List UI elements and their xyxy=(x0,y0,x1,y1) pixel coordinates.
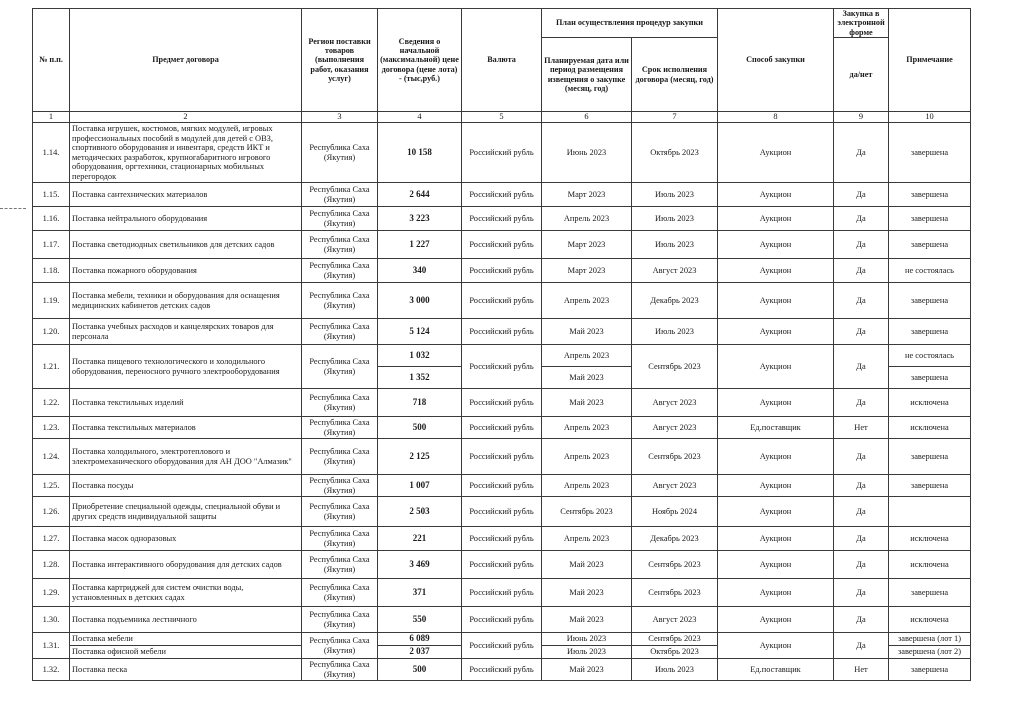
row-region: Республика Саха (Якутия) xyxy=(302,345,378,389)
header-currency: Валюта xyxy=(462,9,542,112)
row-term: Сентябрь 2023 xyxy=(632,633,718,646)
row-price: 718 xyxy=(378,389,462,417)
row-price: 2 644 xyxy=(378,183,462,207)
table-row xyxy=(33,633,971,646)
row-term: Июль 2023 xyxy=(632,319,718,345)
row-region: Республика Саха (Якутия) xyxy=(302,527,378,551)
row-region: Республика Саха (Якутия) xyxy=(302,183,378,207)
row-price: 2 125 xyxy=(378,439,462,475)
row-date: Март 2023 xyxy=(542,183,632,207)
row-method: Аукцион xyxy=(718,207,834,231)
table-row xyxy=(33,123,971,183)
col-number: 6 xyxy=(542,112,632,123)
row-price: 10 158 xyxy=(378,123,462,183)
row-electronic: Да xyxy=(834,231,889,259)
row-currency: Российский рубль xyxy=(462,551,542,579)
header-num: № п.п. xyxy=(33,9,70,112)
table-row xyxy=(33,659,971,681)
row-date-2: Июль 2023 xyxy=(542,646,632,659)
row-note: завершена xyxy=(889,475,971,497)
row-region: Республика Саха (Якутия) xyxy=(302,659,378,681)
row-note: не состоялась xyxy=(889,345,971,367)
row-note: завершена xyxy=(889,579,971,607)
row-price: 340 xyxy=(378,259,462,283)
row-note: исключена xyxy=(889,389,971,417)
row-subject-2: Поставка офисной мебели xyxy=(70,646,302,659)
row-subject: Приобретение специальной одежды, специальной обуви и других средств индивидуальной защиты xyxy=(70,497,302,527)
row-currency: Российский рубль xyxy=(462,345,542,389)
row-price: 3 000 xyxy=(378,283,462,319)
row-note: не состоялась xyxy=(889,259,971,283)
row-price: 1 227 xyxy=(378,231,462,259)
row-region: Республика Саха (Якутия) xyxy=(302,579,378,607)
row-date: Апрель 2023 xyxy=(542,207,632,231)
row-date: Апрель 2023 xyxy=(542,475,632,497)
row-date: Июнь 2023 xyxy=(542,123,632,183)
table-row xyxy=(33,319,971,345)
row-num: 1.22. xyxy=(33,389,70,417)
header-price: Сведения о начальной (максимальной) цене договора (цене лота) - (тыс,руб.) xyxy=(378,9,462,112)
row-method: Аукцион xyxy=(718,183,834,207)
row-currency: Российский рубль xyxy=(462,417,542,439)
row-currency: Российский рубль xyxy=(462,497,542,527)
row-num: 1.19. xyxy=(33,283,70,319)
row-date: Май 2023 xyxy=(542,319,632,345)
row-electronic: Да xyxy=(834,259,889,283)
table-row xyxy=(33,183,971,207)
row-num: 1.15. xyxy=(33,183,70,207)
row-currency: Российский рубль xyxy=(462,389,542,417)
row-term: Декабрь 2023 xyxy=(632,527,718,551)
procurement-table xyxy=(32,8,971,681)
row-note xyxy=(889,497,971,527)
row-term: Август 2023 xyxy=(632,259,718,283)
row-subject: Поставка песка xyxy=(70,659,302,681)
row-num: 1.21. xyxy=(33,345,70,389)
row-electronic: Да xyxy=(834,439,889,475)
row-subject: Поставка игрушек, костюмов, мягких модулей, игровых профессиональных пособий в модулей для детей с ОВЗ, спортивного оборудования и инвентаря, средств ИКТ и методических разработок, крупногабаритного игрового оборудования, оргтехники, стационарных мобильных перегородок xyxy=(70,123,302,183)
row-price: 500 xyxy=(378,417,462,439)
col-number: 3 xyxy=(302,112,378,123)
row-subject: Поставка текстильных материалов xyxy=(70,417,302,439)
row-method: Аукцион xyxy=(718,607,834,633)
row-electronic: Да xyxy=(834,607,889,633)
scan-margin-mark xyxy=(0,208,26,210)
header-region: Регион поставки товаров (выполнения работ, оказания услуг) xyxy=(302,9,378,112)
col-number: 5 xyxy=(462,112,542,123)
row-currency: Российский рубль xyxy=(462,579,542,607)
row-term: Июль 2023 xyxy=(632,659,718,681)
row-note: завершена xyxy=(889,439,971,475)
row-date: Март 2023 xyxy=(542,231,632,259)
row-num: 1.28. xyxy=(33,551,70,579)
table-row xyxy=(33,579,971,607)
row-date: Апрель 2023 xyxy=(542,345,632,367)
row-price: 500 xyxy=(378,659,462,681)
row-method: Аукцион xyxy=(718,123,834,183)
row-date: Май 2023 xyxy=(542,551,632,579)
row-num: 1.27. xyxy=(33,527,70,551)
row-currency: Российский рубль xyxy=(462,659,542,681)
row-price: 550 xyxy=(378,607,462,633)
row-num: 1.24. xyxy=(33,439,70,475)
row-electronic: Да xyxy=(834,633,889,659)
header-plan-term: Срок исполнения договора (месяц, год) xyxy=(632,38,718,112)
row-num: 1.32. xyxy=(33,659,70,681)
col-number: 1 xyxy=(33,112,70,123)
row-electronic: Да xyxy=(834,183,889,207)
row-term: Сентябрь 2023 xyxy=(632,551,718,579)
row-region: Республика Саха (Якутия) xyxy=(302,497,378,527)
row-subject: Поставка посуды xyxy=(70,475,302,497)
row-date: Май 2023 xyxy=(542,389,632,417)
row-region: Республика Саха (Якутия) xyxy=(302,283,378,319)
row-date: Сентябрь 2023 xyxy=(542,497,632,527)
row-electronic: Да xyxy=(834,475,889,497)
header-electronic-sub: да/нет xyxy=(834,38,889,112)
row-note: исключена xyxy=(889,417,971,439)
row-currency: Российский рубль xyxy=(462,183,542,207)
row-price: 1 032 xyxy=(378,345,462,367)
row-term: Август 2023 xyxy=(632,417,718,439)
row-method: Аукцион xyxy=(718,579,834,607)
row-region: Республика Саха (Якутия) xyxy=(302,231,378,259)
row-subject: Поставка мебели xyxy=(70,633,302,646)
row-currency: Российский рубль xyxy=(462,123,542,183)
row-term-2: Октябрь 2023 xyxy=(632,646,718,659)
row-subject: Поставка мебели, техники и оборудования для оснащения медицинских кабинетов детских садов xyxy=(70,283,302,319)
row-method: Аукцион xyxy=(718,527,834,551)
row-price: 3 223 xyxy=(378,207,462,231)
row-electronic: Да xyxy=(834,389,889,417)
row-electronic: Да xyxy=(834,579,889,607)
table-row xyxy=(33,607,971,633)
row-term: Август 2023 xyxy=(632,389,718,417)
row-term: Август 2023 xyxy=(632,475,718,497)
row-subject: Поставка картриджей для систем очистки воды, установленных в детских садах xyxy=(70,579,302,607)
row-num: 1.26. xyxy=(33,497,70,527)
table-row xyxy=(33,283,971,319)
row-region: Республика Саха (Якутия) xyxy=(302,123,378,183)
row-subject: Поставка учебных расходов и канцелярских товаров для персонала xyxy=(70,319,302,345)
row-currency: Российский рубль xyxy=(462,527,542,551)
table-row xyxy=(33,439,971,475)
row-term: Июль 2023 xyxy=(632,183,718,207)
row-num: 1.18. xyxy=(33,259,70,283)
row-electronic: Да xyxy=(834,207,889,231)
row-price: 5 124 xyxy=(378,319,462,345)
column-number-row xyxy=(33,112,971,123)
row-note: завершена xyxy=(889,231,971,259)
procurement-plan-page xyxy=(32,8,970,681)
row-date-2: Май 2023 xyxy=(542,367,632,389)
col-number: 2 xyxy=(70,112,302,123)
header-plan-date: Планируемая дата или период размещения извещения о закупке (месяц, год) xyxy=(542,38,632,112)
row-electronic: Нет xyxy=(834,417,889,439)
row-price-2: 2 037 xyxy=(378,646,462,659)
row-currency: Российский рубль xyxy=(462,633,542,659)
row-subject: Поставка пищевого технологического и холодильного оборудования, переносного ручного электрооборудования xyxy=(70,345,302,389)
table-row xyxy=(33,231,971,259)
row-term: Июль 2023 xyxy=(632,231,718,259)
row-method: Ед.поставщик xyxy=(718,659,834,681)
row-note: исключена xyxy=(889,527,971,551)
table-row xyxy=(33,345,971,367)
row-subject: Поставка текстильных изделий xyxy=(70,389,302,417)
row-term: Октябрь 2023 xyxy=(632,123,718,183)
row-date: Апрель 2023 xyxy=(542,439,632,475)
table-row xyxy=(33,527,971,551)
row-term: Декабрь 2023 xyxy=(632,283,718,319)
row-note: завершена xyxy=(889,319,971,345)
row-method: Аукцион xyxy=(718,231,834,259)
col-number: 4 xyxy=(378,112,462,123)
table-row xyxy=(33,417,971,439)
row-region: Республика Саха (Якутия) xyxy=(302,475,378,497)
row-num: 1.29. xyxy=(33,579,70,607)
table-row xyxy=(33,551,971,579)
row-num: 1.31. xyxy=(33,633,70,659)
row-region: Республика Саха (Якутия) xyxy=(302,207,378,231)
col-number: 8 xyxy=(718,112,834,123)
header-plan: План осуществления процедур закупки xyxy=(542,9,718,38)
row-note: завершена (лот 1) xyxy=(889,633,971,646)
row-num: 1.25. xyxy=(33,475,70,497)
row-num: 1.30. xyxy=(33,607,70,633)
row-date: Май 2023 xyxy=(542,607,632,633)
row-electronic: Нет xyxy=(834,659,889,681)
row-method: Аукцион xyxy=(718,551,834,579)
row-price-2: 1 352 xyxy=(378,367,462,389)
row-currency: Российский рубль xyxy=(462,259,542,283)
row-num: 1.16. xyxy=(33,207,70,231)
row-region: Республика Саха (Якутия) xyxy=(302,417,378,439)
header-subject: Предмет договора xyxy=(70,9,302,112)
row-term: Ноябрь 2024 xyxy=(632,497,718,527)
row-date: Апрель 2023 xyxy=(542,417,632,439)
row-subject: Поставка холодильного, электротеплового и электромеханического оборудования для АН ДОО "Алмазик" xyxy=(70,439,302,475)
row-term: Сентябрь 2023 xyxy=(632,439,718,475)
row-date: Май 2023 xyxy=(542,659,632,681)
table-row xyxy=(33,259,971,283)
row-currency: Российский рубль xyxy=(462,319,542,345)
row-region: Республика Саха (Якутия) xyxy=(302,319,378,345)
row-price: 6 089 xyxy=(378,633,462,646)
row-subject: Поставка сантехнических материалов xyxy=(70,183,302,207)
row-currency: Российский рубль xyxy=(462,439,542,475)
row-currency: Российский рубль xyxy=(462,283,542,319)
row-price: 2 503 xyxy=(378,497,462,527)
row-note: исключена xyxy=(889,607,971,633)
row-price: 1 007 xyxy=(378,475,462,497)
table-row xyxy=(33,497,971,527)
row-method: Аукцион xyxy=(718,259,834,283)
row-note: завершена xyxy=(889,123,971,183)
row-term: Сентябрь 2023 xyxy=(632,345,718,389)
col-number: 7 xyxy=(632,112,718,123)
row-subject: Поставка пожарного оборудования xyxy=(70,259,302,283)
row-note: исключена xyxy=(889,551,971,579)
row-electronic: Да xyxy=(834,319,889,345)
row-date: Март 2023 xyxy=(542,259,632,283)
row-term: Август 2023 xyxy=(632,607,718,633)
row-note-2: завершена xyxy=(889,367,971,389)
row-price: 221 xyxy=(378,527,462,551)
row-method: Ед.поставщик xyxy=(718,417,834,439)
row-electronic: Да xyxy=(834,551,889,579)
row-currency: Российский рубль xyxy=(462,475,542,497)
row-electronic: Да xyxy=(834,497,889,527)
row-note-2: завершена (лот 2) xyxy=(889,646,971,659)
row-num: 1.23. xyxy=(33,417,70,439)
row-region: Республика Саха (Якутия) xyxy=(302,389,378,417)
row-method: Аукцион xyxy=(718,497,834,527)
table-row xyxy=(33,207,971,231)
row-note: завершена xyxy=(889,183,971,207)
col-number: 10 xyxy=(889,112,971,123)
row-region: Республика Саха (Якутия) xyxy=(302,633,378,659)
row-num: 1.20. xyxy=(33,319,70,345)
row-price: 371 xyxy=(378,579,462,607)
row-currency: Российский рубль xyxy=(462,207,542,231)
row-region: Республика Саха (Якутия) xyxy=(302,259,378,283)
row-date: Апрель 2023 xyxy=(542,527,632,551)
row-subject: Поставка интерактивного оборудования для детских садов xyxy=(70,551,302,579)
header-method: Способ закупки xyxy=(718,9,834,112)
row-date: Апрель 2023 xyxy=(542,283,632,319)
row-note: завершена xyxy=(889,207,971,231)
row-electronic: Да xyxy=(834,345,889,389)
header-note: Примечание xyxy=(889,9,971,112)
row-note: завершена xyxy=(889,283,971,319)
row-electronic: Да xyxy=(834,283,889,319)
row-electronic: Да xyxy=(834,527,889,551)
row-term: Июль 2023 xyxy=(632,207,718,231)
row-region: Республика Саха (Якутия) xyxy=(302,607,378,633)
row-method: Аукцион xyxy=(718,389,834,417)
row-method: Аукцион xyxy=(718,319,834,345)
row-currency: Российский рубль xyxy=(462,231,542,259)
row-region: Республика Саха (Якутия) xyxy=(302,551,378,579)
row-subject: Поставка масок одноразовых xyxy=(70,527,302,551)
row-price: 3 469 xyxy=(378,551,462,579)
col-number: 9 xyxy=(834,112,889,123)
row-method: Аукцион xyxy=(718,633,834,659)
row-method: Аукцион xyxy=(718,345,834,389)
table-row xyxy=(33,389,971,417)
row-method: Аукцион xyxy=(718,475,834,497)
header-electronic: Закупка в электронной форме xyxy=(834,9,889,38)
row-electronic: Да xyxy=(834,123,889,183)
row-term: Сентябрь 2023 xyxy=(632,579,718,607)
row-region: Республика Саха (Якутия) xyxy=(302,439,378,475)
row-subject: Поставка нейтрального оборудования xyxy=(70,207,302,231)
row-subject: Поставка светодиодных светильников для детских садов xyxy=(70,231,302,259)
row-num: 1.14. xyxy=(33,123,70,183)
table-row xyxy=(33,475,971,497)
row-note: завершена xyxy=(889,659,971,681)
row-currency: Российский рубль xyxy=(462,607,542,633)
row-date: Июнь 2023 xyxy=(542,633,632,646)
row-num: 1.17. xyxy=(33,231,70,259)
row-subject: Поставка подъемника лестничного xyxy=(70,607,302,633)
row-method: Аукцион xyxy=(718,283,834,319)
row-date: Май 2023 xyxy=(542,579,632,607)
row-method: Аукцион xyxy=(718,439,834,475)
